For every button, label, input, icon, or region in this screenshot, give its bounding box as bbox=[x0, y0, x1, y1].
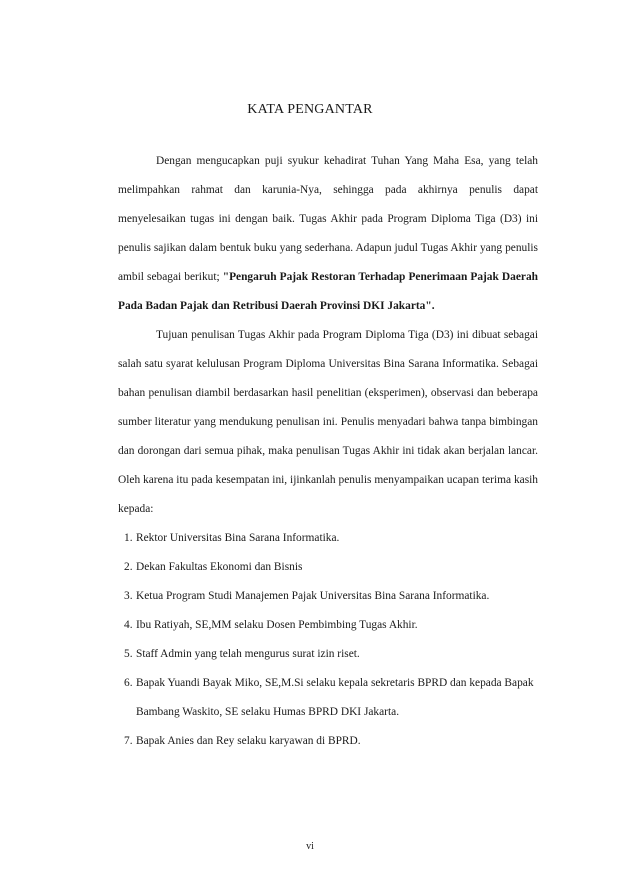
list-item-number: 7. bbox=[124, 735, 133, 747]
list-item bbox=[118, 553, 538, 582]
thanks-list bbox=[118, 524, 538, 756]
list-item-text: Ibu Ratiyah, SE,MM selaku Dosen Pembimbing Tugas Akhir. bbox=[136, 619, 418, 631]
list-item-number: 6. bbox=[124, 677, 133, 689]
list-item-text: Dekan Fakultas Ekonomi dan Bisnis bbox=[136, 561, 303, 573]
list-item-number: 2. bbox=[124, 561, 133, 573]
list-item bbox=[118, 524, 538, 553]
list-item-number: 1. bbox=[124, 532, 133, 544]
list-item bbox=[118, 611, 538, 640]
list-item-text: Bapak Anies dan Rey selaku karyawan di BPRD. bbox=[136, 735, 361, 747]
document-body bbox=[118, 147, 538, 756]
list-item-text: Bapak Yuandi Bayak Miko, SE,M.Si selaku kepala sekretaris BPRD dan kepada Bapak Bambang Waskito, SE selaku Humas BPRD DKI Jakarta. bbox=[136, 677, 534, 718]
page-number: vi bbox=[306, 841, 314, 852]
paragraph-purpose: Tujuan penulisan Tugas Akhir pada Program Diploma Tiga (D3) ini dibuat sebagai salah satu syarat kelulusan Program Diploma Universitas Bina Sarana Informatika. Sebagai bahan penulisan diambil berdasarkan hasil penelitian (eksperimen), observasi dan beberapa sumber literatur yang mendukung penulisan ini. Penulis menyadari bahwa tanpa bimbingan dan dorongan dari semua pihak, maka penulisan Tugas Akhir ini tidak akan berjalan lancar. Oleh karena itu pada kesempatan ini, ijinkanlah penulis menyampaikan ucapan terima kasih kepada: bbox=[118, 329, 538, 515]
list-item-number: 5. bbox=[124, 648, 133, 660]
page-title: KATA PENGANTAR bbox=[247, 102, 373, 117]
list-item-number: 4. bbox=[124, 619, 133, 631]
paragraph-intro bbox=[118, 147, 538, 321]
list-item bbox=[118, 669, 538, 727]
list-item bbox=[118, 727, 538, 756]
list-item-text: Ketua Program Studi Manajemen Pajak Universitas Bina Sarana Informatika. bbox=[136, 590, 490, 602]
thesis-title: "Pengaruh Pajak Restoran Terhadap Penerimaan Pajak Daerah Pada Badan Pajak dan Retribusi Daerah Provinsi DKI Jakarta". bbox=[118, 271, 538, 312]
list-item-text: Staff Admin yang telah mengurus surat izin riset. bbox=[136, 648, 360, 660]
list-item bbox=[118, 582, 538, 611]
list-item-number: 3. bbox=[124, 590, 133, 602]
paragraph-intro-text: Dengan mengucapkan puji syukur kehadirat Tuhan Yang Maha Esa, yang telah melimpahkan rahmat dan karunia-Nya, sehingga pada akhirnya penulis dapat menyelesaikan tugas ini dengan baik. Tugas Akhir pada Program Diploma Tiga (D3) ini penulis sajikan dalam bentuk buku yang sederhana. Adapun judul Tugas Akhir yang penulis ambil sebagai berikut; bbox=[118, 155, 538, 283]
list-item-text: Rektor Universitas Bina Sarana Informatika. bbox=[136, 532, 340, 544]
list-item bbox=[118, 640, 538, 669]
